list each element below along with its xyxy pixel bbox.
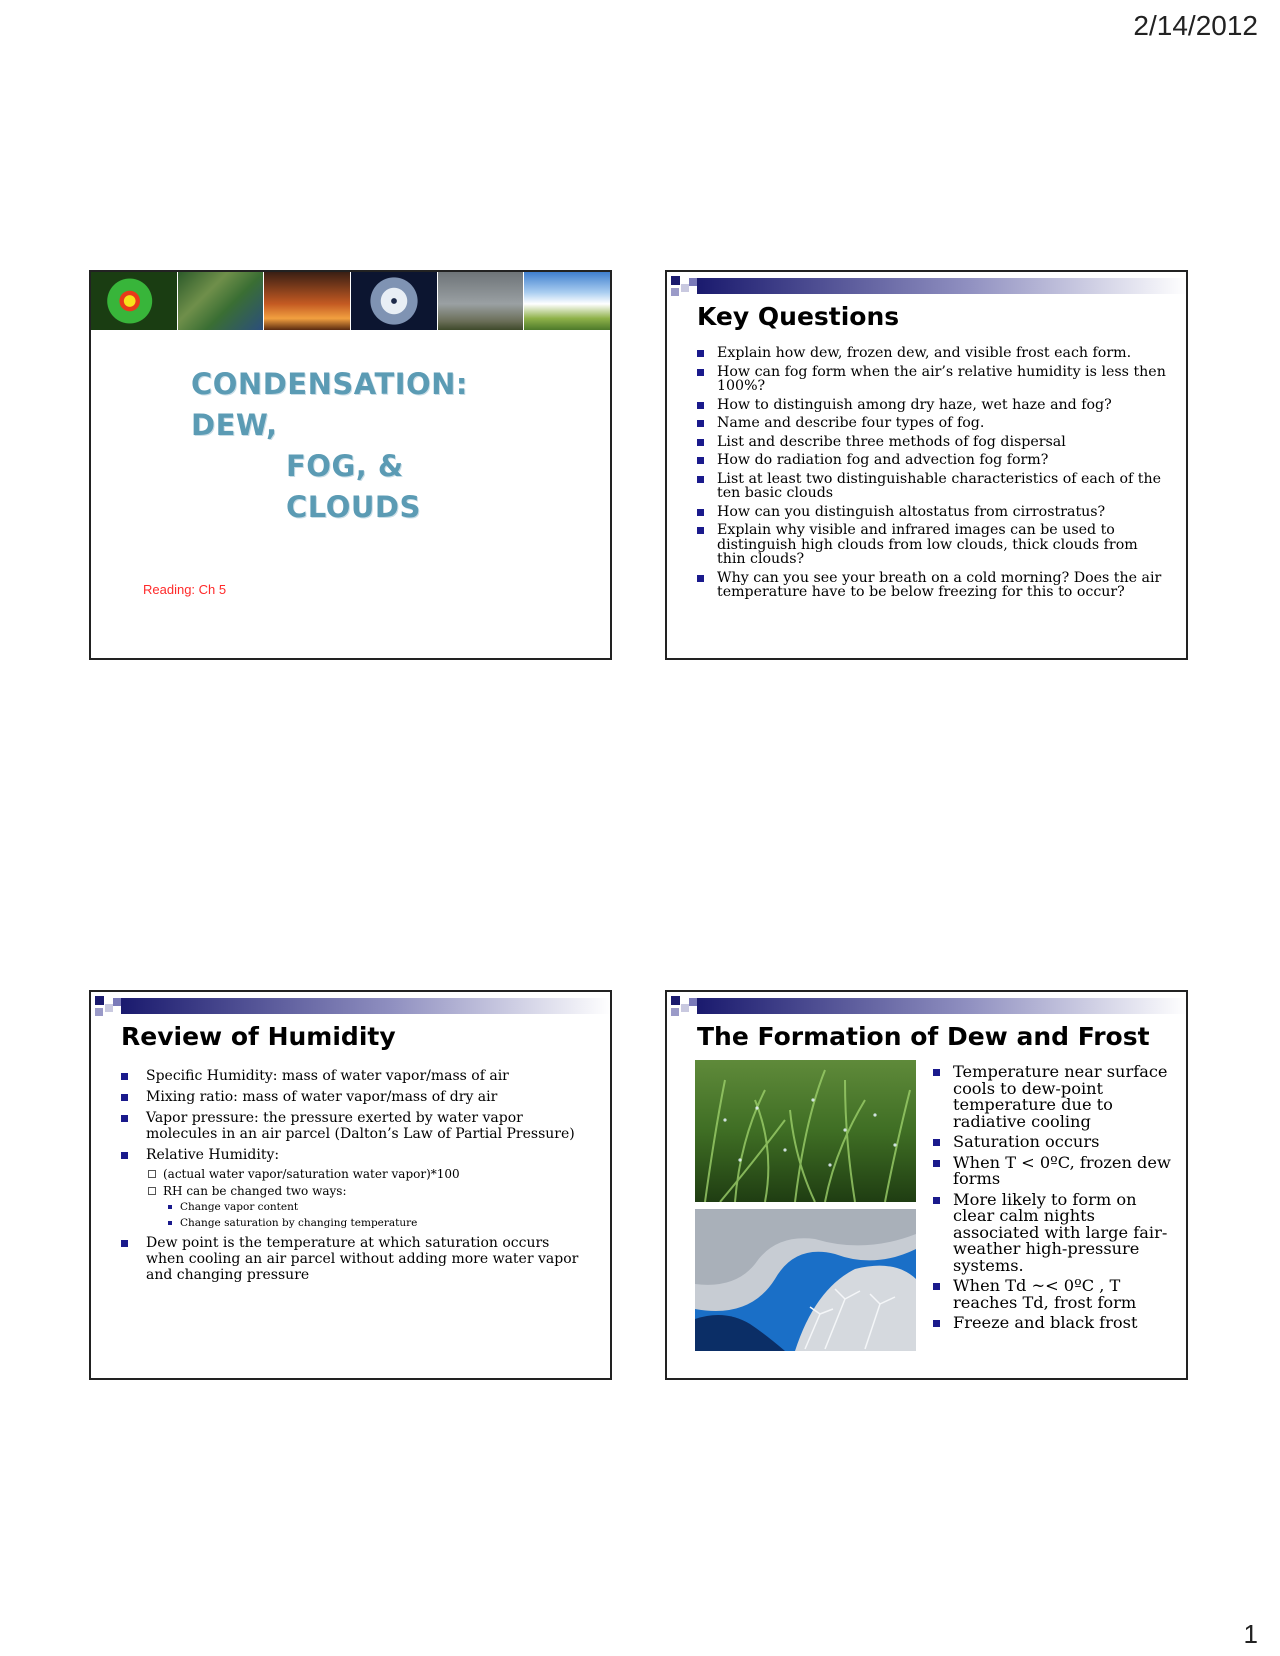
list-item — [121, 1068, 591, 1084]
list-item — [697, 472, 1167, 501]
bullet-icon — [697, 439, 704, 446]
key-questions-list — [697, 346, 1167, 604]
list-item-text: List at least two distinguishable characteristics of each of the ten basic clouds — [717, 470, 1162, 501]
list-item — [933, 1152, 1173, 1188]
bullet-icon — [121, 1240, 128, 1247]
list-item-text: Dew point is the temperature at which saturation occurs when cooling an air parcel without adding more water vapor and changing pressure — [146, 1235, 579, 1283]
bullet-icon — [697, 420, 704, 427]
slide-key-questions — [665, 270, 1188, 660]
bullet-icon — [933, 1069, 940, 1076]
list-item — [697, 398, 1167, 413]
page-number: 1 — [1243, 1619, 1258, 1649]
hurricane-image — [351, 272, 438, 330]
list-item-text: Vapor pressure: the pressure exerted by water vapor molecules in an air parcel (Dalton’s Law of Partial Pressure) — [146, 1110, 575, 1142]
relative-humidity-sublist — [146, 1167, 591, 1230]
list-item-text: How can you distinguish altostatus from cirrostratus? — [717, 503, 1106, 520]
slide-title: Key Questions — [697, 302, 900, 331]
frost-image — [695, 1209, 916, 1351]
bullet-icon — [697, 369, 704, 376]
bullet-icon — [168, 1221, 172, 1225]
slide-header-decoration — [667, 992, 1188, 1024]
list-item — [933, 1189, 1173, 1275]
list-item-text: Specific Humidity: mass of water vapor/mass of air — [146, 1068, 509, 1084]
list-item — [697, 346, 1167, 361]
list-item — [697, 505, 1167, 520]
dew-on-grass-image — [695, 1060, 916, 1202]
list-item — [121, 1089, 591, 1105]
slide-title-condensation — [89, 270, 612, 660]
list-item-text: Mixing ratio: mass of water vapor/mass of dry air — [146, 1089, 498, 1105]
radar-image — [91, 272, 178, 330]
list-item — [121, 1147, 591, 1230]
list-item-text: When Td ~< 0ºC , T reaches Td, frost form — [953, 1276, 1137, 1312]
list-item-text: Saturation occurs — [953, 1132, 1100, 1151]
list-item — [697, 523, 1167, 567]
rh-change-sublist — [163, 1201, 591, 1230]
list-item-text: More likely to form on clear calm nights associated with large fair-weather high-pressure systems. — [953, 1189, 1168, 1275]
list-item-text: Why can you see your breath on a cold morning? Does the air temperature have to be below freezing for this to occur? — [717, 569, 1162, 600]
list-item-text: How to distinguish among dry haze, wet haze and fog? — [717, 396, 1112, 413]
bullet-icon — [121, 1073, 128, 1080]
list-item-text: Freeze and black frost — [953, 1313, 1138, 1332]
list-item — [697, 453, 1167, 468]
cover-title-line1: CONDENSATION: DEW, — [191, 367, 469, 442]
list-item-text: Explain why visible and infrared images can be used to distinguish high clouds from low clouds, thick clouds from thin clouds? — [717, 522, 1138, 567]
list-item — [933, 1064, 1173, 1130]
list-item-text: RH can be changed two ways: — [163, 1184, 347, 1198]
bullet-icon — [933, 1283, 940, 1290]
sub-sub-list-item — [163, 1201, 591, 1214]
bullet-icon — [933, 1197, 940, 1204]
slide-header-decoration — [91, 992, 612, 1024]
list-item-text: (actual water vapor/saturation water vapor)*100 — [163, 1167, 460, 1181]
bullet-icon — [933, 1139, 940, 1146]
list-item — [933, 1134, 1173, 1151]
list-item — [697, 435, 1167, 450]
slide-dew-and-frost — [665, 990, 1188, 1380]
sub-sub-list-item — [163, 1217, 591, 1230]
page-date: 2/14/2012 — [1133, 10, 1258, 41]
bullet-icon — [697, 527, 704, 534]
cover-title — [191, 364, 511, 528]
list-item-text: Relative Humidity: — [146, 1147, 280, 1163]
list-item — [121, 1235, 591, 1283]
bullet-icon — [121, 1115, 128, 1122]
tornado-image — [438, 272, 525, 330]
bullet-icon — [697, 476, 704, 483]
list-item — [697, 571, 1167, 600]
list-item — [933, 1315, 1173, 1332]
satellite-map-image — [178, 272, 265, 330]
slide-title: Review of Humidity — [121, 1022, 396, 1051]
hollow-bullet-icon — [148, 1170, 156, 1178]
sub-list-item — [146, 1184, 591, 1230]
list-item — [697, 365, 1167, 394]
slide-review-of-humidity — [89, 990, 612, 1380]
list-item-text: Name and describe four types of fog. — [717, 415, 985, 431]
list-item-text: When T < 0ºC, frozen dew forms — [953, 1152, 1171, 1188]
bullet-icon — [697, 350, 704, 357]
list-item-text: Temperature near surface cools to dew-point temperature due to radiative cooling — [953, 1062, 1168, 1131]
humidity-list — [121, 1068, 591, 1288]
list-item-text: Change vapor content — [180, 1201, 299, 1213]
bullet-icon — [697, 509, 704, 516]
bullet-icon — [121, 1152, 128, 1159]
list-item — [697, 416, 1167, 431]
list-item-text: Explain how dew, frozen dew, and visible frost each form. — [717, 345, 1132, 361]
bullet-icon — [168, 1205, 172, 1209]
bullet-icon — [933, 1320, 940, 1327]
dew-frost-list — [933, 1064, 1173, 1336]
list-item — [933, 1278, 1173, 1311]
sub-list-item — [146, 1167, 591, 1181]
list-item — [121, 1110, 591, 1142]
list-item-text: How can fog form when the air’s relative humidity is less then 100%? — [717, 363, 1166, 394]
lightning-image — [264, 272, 351, 330]
list-item-text: How do radiation fog and advection fog form? — [717, 452, 1049, 468]
bullet-icon — [933, 1160, 940, 1167]
slide-header-decoration — [667, 272, 1188, 304]
bullet-icon — [697, 575, 704, 582]
reading-note: Reading: Ch 5 — [143, 582, 227, 597]
list-item-text: List and describe three methods of fog dispersal — [717, 433, 1066, 450]
bullet-icon — [121, 1094, 128, 1101]
bullet-icon — [697, 402, 704, 409]
cover-title-line2: FOG, & CLOUDS — [286, 449, 421, 524]
weather-banner — [91, 272, 610, 330]
list-item-text: Change saturation by changing temperature — [180, 1217, 418, 1229]
slide-title: The Formation of Dew and Frost — [697, 1022, 1150, 1051]
clouds-image — [524, 272, 610, 330]
hollow-bullet-icon — [148, 1187, 156, 1195]
bullet-icon — [697, 457, 704, 464]
